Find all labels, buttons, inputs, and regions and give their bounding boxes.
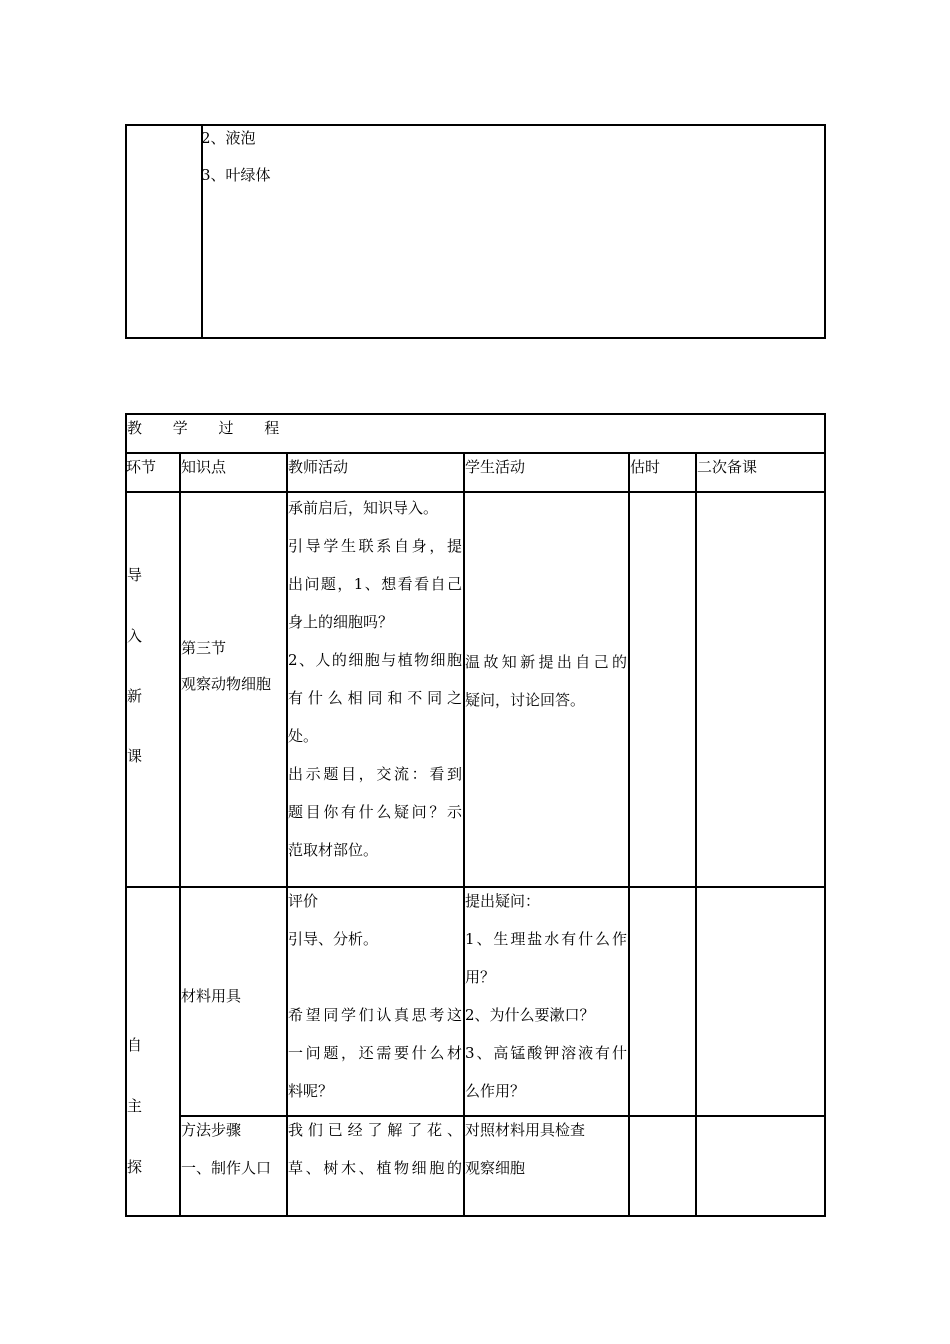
row3-teacher-activity xyxy=(288,1111,462,1187)
col-rule-1 xyxy=(179,452,181,1217)
student-line: 3、高锰酸钾溶液有什 xyxy=(465,1044,627,1062)
row1-student-activity xyxy=(465,643,627,719)
row2-stage-char: 探 xyxy=(127,1158,143,1176)
row2-knowledge-line: 材料用具 xyxy=(181,987,242,1005)
header-time: 估时 xyxy=(630,458,661,476)
student-line: 提出疑问： xyxy=(465,892,541,910)
row3-knowledge xyxy=(181,1111,285,1187)
row2-stage-char: 自 xyxy=(127,1036,143,1054)
teacher-line: 我们已经了解了花、 xyxy=(288,1121,462,1139)
teacher-line: 评价 xyxy=(288,892,319,910)
top-table-divider xyxy=(201,124,203,339)
row3-student-activity xyxy=(465,1111,627,1187)
top-table xyxy=(125,124,826,339)
teacher-line: 范取材部位。 xyxy=(288,841,379,859)
teacher-line: 出问题，1、想看看自己 xyxy=(288,575,462,593)
row2-student-activity xyxy=(465,882,627,1110)
teacher-line: 希望同学们认真思考这 xyxy=(288,1006,462,1024)
teacher-line: 草、树木、植物细胞的 xyxy=(288,1159,462,1177)
student-line: 对照材料用具检查 xyxy=(465,1121,586,1139)
row1-stage-char: 新 xyxy=(127,687,143,705)
student-line: 用？ xyxy=(465,968,496,986)
col-rule-5 xyxy=(695,452,697,1217)
teacher-line: 处。 xyxy=(288,727,319,745)
row2-stage-char: 主 xyxy=(127,1097,143,1115)
rule-header xyxy=(125,491,826,493)
row1-knowledge-line: 观察动物细胞 xyxy=(181,675,272,693)
teacher-line: 一问题，还需要什么材 xyxy=(288,1044,462,1062)
row1-knowledge-line: 第三节 xyxy=(181,639,227,657)
header-stage: 环节 xyxy=(126,458,157,476)
student-line: 观察细胞 xyxy=(465,1159,526,1177)
header-revision: 二次备课 xyxy=(697,458,758,476)
teacher-line: 引导、分析。 xyxy=(288,930,379,948)
knowledge-line: 方法步骤 xyxy=(181,1121,242,1139)
row1-teacher-activity xyxy=(288,489,462,869)
teacher-line: 出示题目，交流：看到 xyxy=(288,765,462,783)
teacher-line: 身上的细胞吗？ xyxy=(288,613,394,631)
header-teacher: 教师活动 xyxy=(288,458,349,476)
row1-stage-char: 课 xyxy=(127,747,143,765)
row2-teacher-activity xyxy=(288,882,462,1110)
table-title: 教 学 过 程 xyxy=(127,419,293,437)
student-line: 温故知新提出自己的 xyxy=(465,653,627,671)
teacher-line: 2、人的细胞与植物细胞 xyxy=(288,651,462,669)
teacher-line: 题目你有什么疑问？示 xyxy=(288,803,462,821)
teacher-line: 料呢？ xyxy=(288,1082,334,1100)
student-line: 疑问，讨论回答。 xyxy=(465,691,586,709)
student-line: 么作用？ xyxy=(465,1082,526,1100)
teacher-line: 有什么相同和不同之 xyxy=(288,689,462,707)
student-line: 1、生理盐水有什么作 xyxy=(465,930,627,948)
top-item-chloroplast: 3、叶绿体 xyxy=(201,166,271,184)
teacher-line xyxy=(288,958,462,996)
col-rule-4 xyxy=(628,452,630,1217)
rule-title xyxy=(125,452,826,454)
teacher-line: 承前启后，知识导入。 xyxy=(288,499,439,517)
teacher-line: 引导学生联系自身，提 xyxy=(288,537,462,555)
row1-stage-char: 入 xyxy=(127,627,143,645)
header-student: 学生活动 xyxy=(465,458,526,476)
top-item-vacuole: 2、液泡 xyxy=(201,129,256,147)
row1-stage-char: 导 xyxy=(127,566,143,584)
knowledge-line: 一、制作人口 xyxy=(181,1159,272,1177)
header-knowledge: 知识点 xyxy=(181,458,227,476)
student-line: 2、为什么要漱口？ xyxy=(465,1006,595,1024)
